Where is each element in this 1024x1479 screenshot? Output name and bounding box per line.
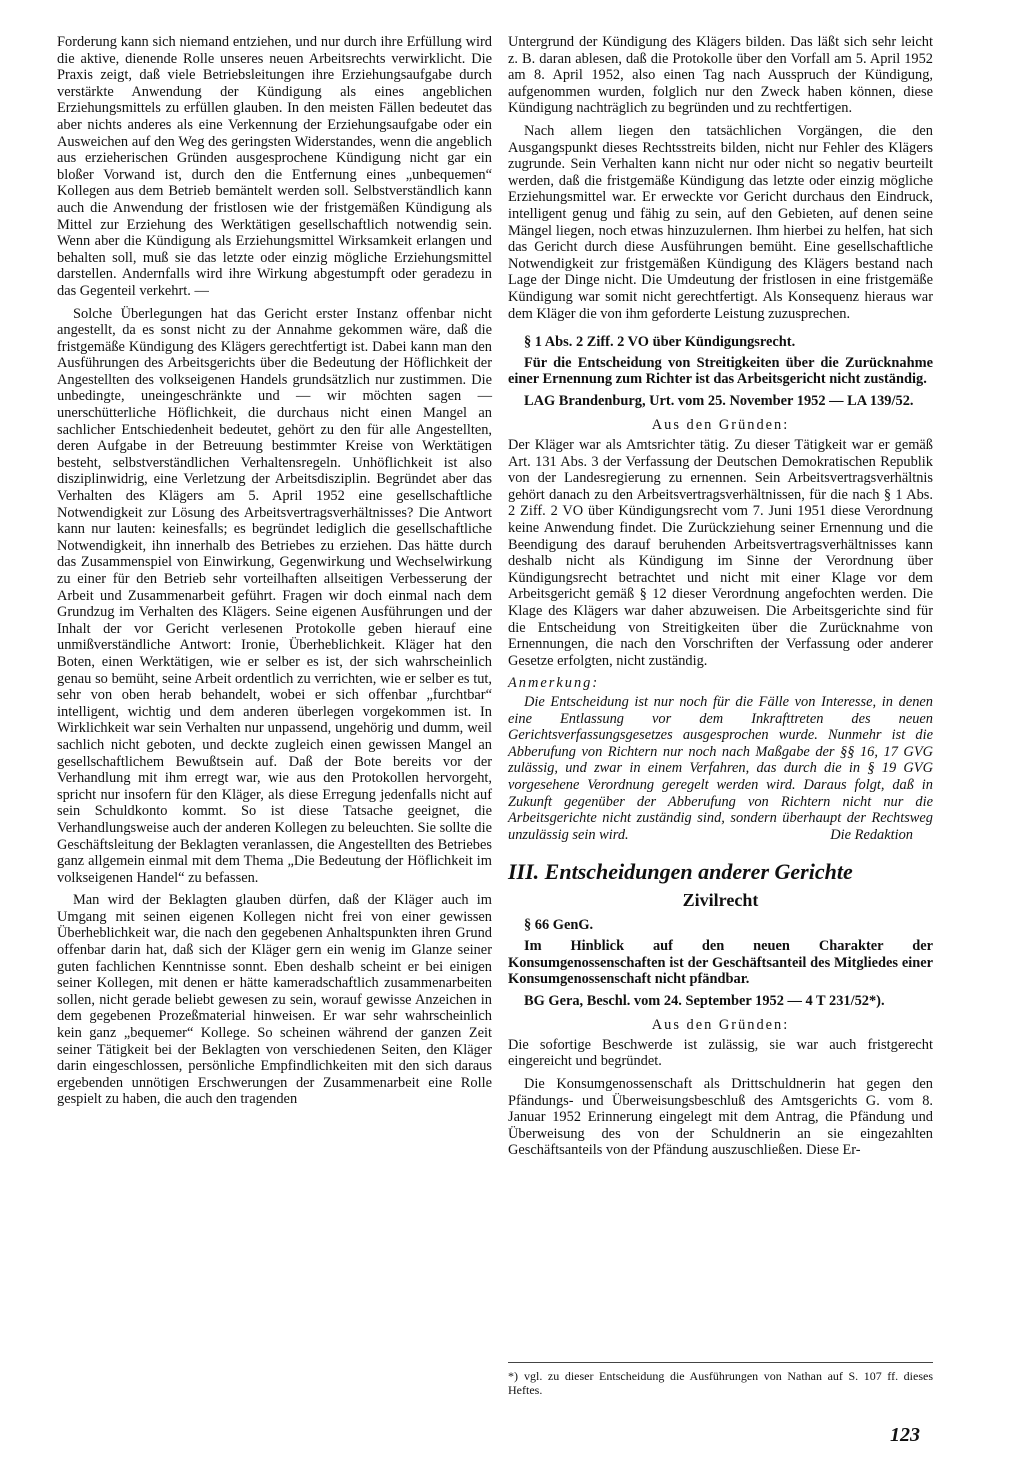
- paragraph: Untergrund der Kündigung des Klägers bilden. Das läßt sich sehr leicht z. B. daran ablesen, daß die Protokolle über den Vorfall am 5. April 1952 am 8. April 1952, also einen Tag nach Ausspruch der Kündigung, aufgenommen wurden, folglich nur den Zweck haben können, diese Kündigung nachträglich zu begründen und zu rechtfertigen.: [508, 34, 933, 117]
- annotation-text: [508, 694, 933, 843]
- paragraph: Man wird der Beklagten glauben dürfen, daß der Kläger auch im Umgang mit seinen eigenen Kollegen nicht frei von einer gewissen Überheblichkeit war, die nach den gegebenen Anhaltspunkten ihren Grund offenbar darin hat, daß sich der Kläger gern ein wenig im Glanze seiner guten fachlichen Kenntnisse sonnt. Eben deshalb scheint er bei einigen seiner Kollegen, mit denen er hätte kameradschaftlich zusammenarbeiten sollen, nicht gerade beliebt gewesen zu sein, worauf gewisse Anzeichen in dem gegebenen Prozeßmaterial hinweisen. Er war sehr wahrscheinlich kein ganz „bequemer“ Kollege. So scheinen während der ganzen Zeit seiner Tätigkeit bei der Beklagten von verschiedenen Seiten, den Kläger darin eingeschlossen, persönliche Empfindlichkeiten mit den sich daraus ergebenden unnötigen Erschwerungen der Zusammenarbeit eine Rolle gespielt zu haben, die auch den tragenden: [57, 892, 492, 1108]
- paragraph: Die Konsumgenossenschaft als Drittschuldnerin hat gegen den Pfändungs- und Überweisungsbeschluß des Amtsgerichts G. vom 8. Januar 1952 Erinnerung eingelegt mit dem Antrag, die Pfändung und Überweisung des von der Schuldnerin an sie eingezahlten Geschäftsanteils von der Pfändung auszuschließen. Diese Er-: [508, 1076, 933, 1159]
- statute-reference: § 66 GenG.: [524, 917, 594, 934]
- section-title: III. Entscheidungen anderer Gerichte: [508, 859, 853, 885]
- annotation-label: Anmerkung:: [508, 675, 600, 692]
- footnote-mark: *): [508, 1369, 518, 1383]
- paragraph: Der Kläger war als Amtsrichter tätig. Zu dieser Tätigkeit war er gemäß Art. 131 Abs. 3 der Verfassung der Deutschen Demokratischen Republik von der Landesregierung zu ernennen. Sein Arbeitsvertragsverhältnis gehört danach zu den Arbeitsvertragsverhältnissen, für die nach § 1 Abs. 2 Ziff. 2 VO über Kündigungsrecht vom 7. Juni 1951 diese Verordnung keine Anwendung findet. Die Zurückziehung seiner Ernennung und die Beendigung des darauf beruhenden Arbeitsvertragsverhältnisses kann deshalb nicht als Kündigung im Sinne der Verordnung über Kündigungsrecht betrachtet und nicht mit einer Klage vor dem Arbeitsgericht gemäß § 12 dieser Verordnung angefochten werden. Die Klage des Klägers war daher abzuweisen. Die Arbeitsgerichte sind für die Entscheidung von Streitigkeiten über die Zurücknahme von Ernennungen, die nach den Vorschriften der Verfassung oder anderer Gesetze erfolgten, nicht zuständig.: [508, 437, 933, 669]
- subsection-title: Zivilrecht: [682, 890, 759, 911]
- paragraph: Solche Überlegungen hat das Gericht erster Instanz offenbar nicht angestellt, da es sonst nicht zu der Annahme gekommen wäre, daß die fristgemäße Kündigung des Klägers gerechtfertigt ist. Dabei kann man den Ausführungen des Arbeitsgerichts über die Bedeutung der Höflichkeit der Angestellten des volkseigenen Handels grundsätzlich nur zustimmen. Die unbedingte, uneingeschränkte und — wir möchten sagen — unerschütterliche Höflichkeit, die durchaus nicht einen Mangel an sachlicher Entschiedenheit bedeutet, gehört zu den für alle Angestellten, deren Aufgabe in der Betreuung bestimmter Kreise von Werktätigen besteht, selbstverständlichen Verhaltensregeln. Unhöflichkeit ist also disziplinwidrig, eine Verletzung der Arbeitsdisziplin. Begründet aber das Verhalten des Klägers am 5. April 1952 eine gesellschaftliche Notwendigkeit zur Lösung des Arbeitsvertragsverhältnisses? Die Antwort kann nur lauten: keinesfalls; es begründet lediglich die gesellschaftliche Notwendigkeit, ihn innerhalb des Betriebes zu erziehen. Das hätte durch das Zusammenspiel von Einwirkung, Gegenwirkung und Wechselwirkung zu einer für den Betrieb sehr vorteilhaften allseitigen Verbesserung der Arbeit und Zusammenarbeit geführt. Fragen wir doch einmal nach dem Grundzug im Verhalten des Klägers. Seine eigenen Ausführungen und der Inhalt der vor Gericht verlesenen Protokolle geben hierauf eine unmißverständliche Antwort: Ironie, Überheblichkeit. Kläger hat den Boten, einen Werktätigen, wie er selber es ist, der sich wahrscheinlich genau so bemüht, seine Arbeit ordentlich zu verrichten, wie er selber es tut, sehr von oben herab behandelt, wobei er sich offenbar „furchtbar“ intelligent, wichtig und dem anderen überlegen vorgekommen ist. In Wirklichkeit war sein Verhalten nur unpassend, ungehörig und dumm, weil sachlich nicht geboten, und deckte zugleich einen gewissen Mangel an gesellschaftlichem Bewußtsein auf. Daß der Bote bereits vor der Verhandlung mit ihm erregt war, wie aus den Protokollen hervorgeht, spricht nur insofern für den Kläger, als diese Erregung jedenfalls nicht auf sein Schuldkonto kommt. So ist diese Tatsache geeignet, die Verhandlungsweise auch der anderen Kollegen zu beleuchten. Sie sollte die Geschäftsleitung der Beklagten veranlassen, die Angestellten des Betriebes ganz allgemein einmal mit dem Thema „Die Bedeutung der Höflichkeit im volkseigenen Handel“ zu befassen.: [57, 305, 492, 886]
- paragraph: Die sofortige Beschwerde ist zulässig, sie war auch fristgerecht eingereicht und begründet.: [508, 1036, 933, 1070]
- reasons-label: Aus den Gründen:: [651, 417, 790, 434]
- case-entry: [508, 917, 933, 1159]
- footnote: [508, 1362, 933, 1397]
- left-column: [57, 34, 492, 1114]
- right-column: [508, 34, 933, 1165]
- court-citation: LAG Brandenburg, Urt. vom 25. November 1952 — LA 139/52.: [524, 392, 914, 409]
- headnote: Für die Entscheidung von Streitigkeiten über die Zurücknahme einer Ernennung zum Richter ist das Arbeitsgericht nicht zuständig.: [508, 354, 933, 388]
- reasons-label: Aus den Gründen:: [651, 1017, 790, 1034]
- footnote-text: vgl. zu dieser Entscheidung die Ausführungen von Nathan auf S. 107 ff. dieses Heftes.: [508, 1369, 933, 1397]
- annotation-body: Die Entscheidung ist nur noch für die Fälle von Interesse, in denen eine Entlassung vor dem Inkrafttreten des neuen Gerichtsverfassungsgesetzes ausgesprochen wurde. Nunmehr ist die Abberufung von Richtern nur noch nach Maßgabe der §§ 16, 17 GVG zulässig, und zwar in einem Verfahren, das durch die in § 19 GVG vorgesehene Verordnung geregelt werden wird. Daraus folgt, daß in Zukunft gegenüber der Abberufung von Richtern nicht nur die Arbeitsgerichte nicht zuständig sind, sondern überhaupt der Rechtsweg unzulässig sein wird.: [508, 693, 933, 843]
- statute-reference: § 1 Abs. 2 Ziff. 2 VO über Kündigungsrecht.: [524, 334, 796, 351]
- headnote: Im Hinblick auf den neuen Charakter der Konsumgenossenschaften ist der Geschäftsanteil des Mitgliedes einer Konsumgenossenschaft nicht pfändbar.: [508, 937, 933, 988]
- court-citation: BG Gera, Beschl. vom 24. September 1952 — 4 T 231/52*).: [524, 992, 885, 1009]
- editorial-signature: Die Redaktion: [830, 826, 913, 843]
- paragraph: Nach allem liegen den tatsächlichen Vorgängen, die den Ausgangspunkt dieses Rechtsstreits bilden, nicht nur Fehler des Klägers zugrunde. Sein Verhalten kann nicht nur oder nicht so negativ beurteilt werden, daß die fristgemäße Kündigung das letzte oder einzig mögliche Erziehungsmittel war. Er erweckte vor Gericht durchaus den Eindruck, intelligent genug und fähig zu sein, auf den Gebieten, auf denen seine Mängel liegen, noch etwas hinzuzulernen. Ihm hierbei zu helfen, hat sich das Gericht durch diese Ausführungen bemüht. Eine gesellschaftliche Notwendigkeit zur fristgemäßen Kündigung des Klägers bestand nach Lage der Dinge nicht. Die Umdeutung der fristlosen in eine fristgemäße Kündigung war somit nicht gerechtfertigt. Als Konsequenz hieraus war dem Kläger die von ihm geforderte Leistung zuzusprechen.: [508, 122, 933, 322]
- case-entry: [508, 334, 933, 843]
- paragraph: Forderung kann sich niemand entziehen, und nur durch ihre Erfüllung wird die aktive, dienende Rolle unseres neuen Arbeitsrechts verwirklicht. Die Praxis zeigt, daß viele Betriebsleitungen ihre Erziehungsaufgabe durch verstärkte Anwendung der Kündigung als eines angeblichen Erziehungsmittels zu erfüllen glauben. In den meisten Fällen bedeutet das aber nichts anderes als eine Verkennung der Erziehungsaufgabe oder ein Ausweichen auf den Weg des geringsten Widerstandes, wenn die angeblich aus erzieherischen Gründen ausgesprochene Kündigung nicht gar ein bloßer Vorwand ist, durch den die Entfernung eines „unbequemen“ Kollegen aus dem Betrieb bemäntelt werden soll. Selbstverständlich kann auch die Anwendung der fristlosen wie der fristgemäßen Kündigung als Mittel zur Erziehung des Werktätigen gesellschaftlich notwendig sein. Wenn aber die Kündigung als Erziehungsmittel Wirksamkeit erlangen und behalten soll, muß sie das letzte oder einzig mögliche Erziehungsmittel darstellen. Andernfalls wird ihre Wirkung abgestumpft oder geradezu in das Gegenteil verkehrt. —: [57, 34, 492, 299]
- page-number: 123: [890, 1424, 920, 1446]
